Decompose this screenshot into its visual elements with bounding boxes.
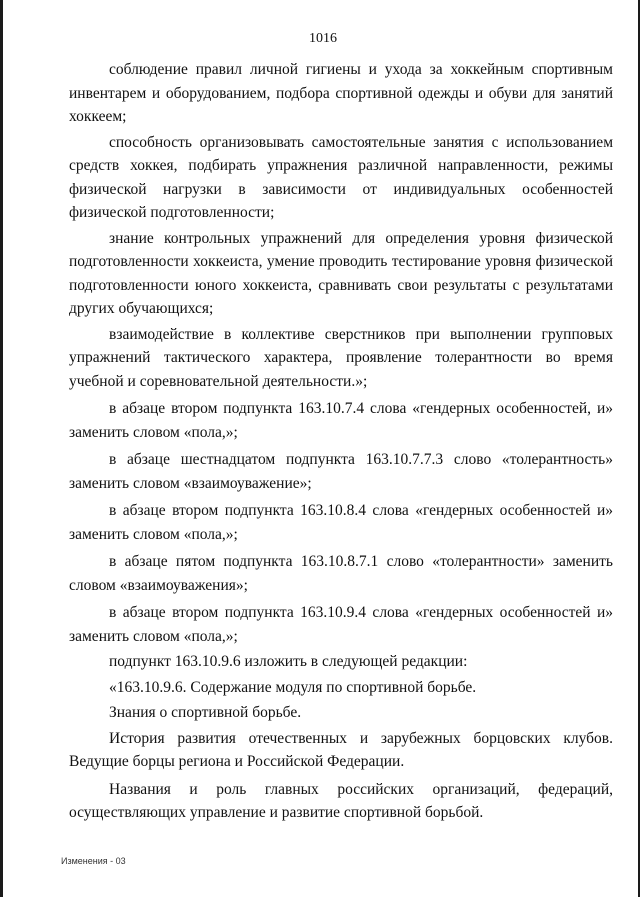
paragraph: Знания о спортивной борьбе. bbox=[109, 704, 302, 721]
paragraph: взаимодействие в коллективе сверстников при выполнении групповых упражнений тактического характера, проявление толерантности во время учебной и соревновательной деятельности.»; bbox=[69, 325, 613, 390]
paragraph: в абзаце втором подпункта 163.10.8.4 слова «гендерных особенностей и» заменить словом «пола,»; bbox=[69, 502, 613, 543]
paragraph: в абзаце пятом подпункта 163.10.8.7.1 слово «толерантности» заменить словом «взаимоуважения»; bbox=[69, 553, 613, 594]
paragraph: в абзаце втором подпункта 163.10.9.4 слова «гендерных особенностей и» заменить словом «пола,»; bbox=[69, 604, 613, 645]
paragraph: в абзаце втором подпункта 163.10.7.4 слова «гендерных особенностей, и» заменить словом «пола,»; bbox=[69, 400, 613, 441]
paragraph: История развития отечественных и зарубежных борцовских клубов. Ведущие борцы региона и Российской Федерации. bbox=[69, 729, 613, 770]
paragraph: подпункт 163.10.9.6 изложить в следующей редакции: bbox=[109, 653, 468, 670]
paragraph: в абзаце шестнадцатом подпункта 163.10.7.7.3 слово «толерантность» заменить словом «взаимоуважение»; bbox=[69, 451, 613, 492]
document-body bbox=[69, 58, 613, 825]
paragraph: «163.10.9.6. Содержание модуля по спортивной борьбе. bbox=[109, 678, 477, 696]
paragraph: знание контрольных упражнений для определения уровня физической подготовленности хоккеиста, умение проводить тестирование уровня физической подготовленности юного хоккеиста, сравнивать свои результаты с результатами других обучающихся; bbox=[69, 229, 613, 317]
page-number: 1016 bbox=[309, 31, 337, 46]
paragraph: соблюдение правил личной гигиены и ухода за хоккейным спортивным инвентарем и оборудованием, подбора спортивной одежды и обуви для занятий хоккеем; bbox=[69, 61, 613, 125]
paragraph: Названия и роль главных российских организаций, федераций, осуществляющих управление и развитие спортивной борьбой. bbox=[69, 780, 613, 821]
footer-revision-note: Изменения - 03 bbox=[61, 856, 126, 866]
paragraph: способность организовывать самостоятельные занятия с использованием средств хоккея, подбирать упражнения различной направленности, режимы физической нагрузки в зависимости от индивидуальных особенностей физической подготовленности; bbox=[69, 133, 613, 221]
